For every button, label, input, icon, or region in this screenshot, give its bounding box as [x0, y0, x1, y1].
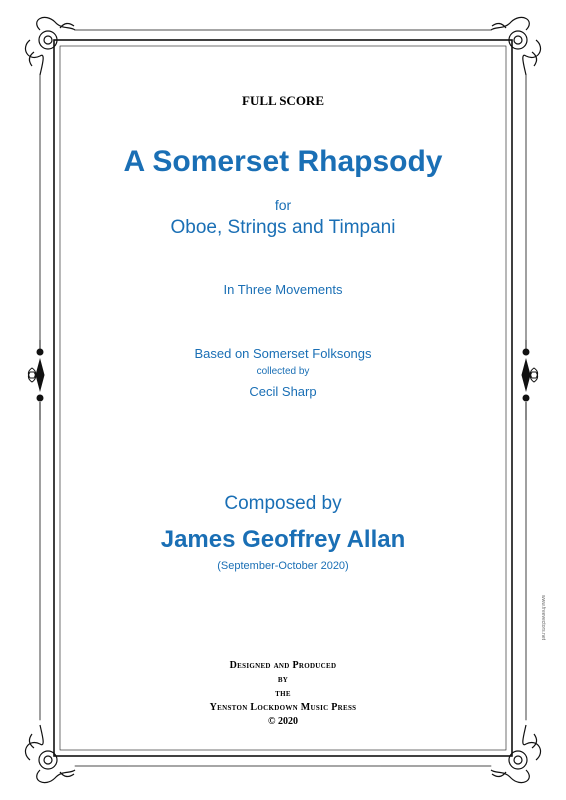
composer-name: James Geoffrey Allan [160, 526, 406, 553]
basis-line-2: collected by [256, 366, 310, 377]
publisher-line-4: Yenston Lockdown Music Press [209, 702, 357, 713]
basis-line-3: Cecil Sharp [249, 384, 317, 399]
publisher-line-5: © 2020 [268, 716, 298, 727]
corner-ornament-bottom-right [491, 725, 541, 783]
instrumentation: Oboe, Strings and Timpani [170, 217, 396, 238]
publisher-line-2: by [277, 674, 289, 685]
corner-ornament-bottom-left [25, 725, 75, 783]
movements-text: In Three Movements [223, 282, 343, 297]
publisher-line-3: the [275, 688, 291, 699]
for-text: for [274, 197, 292, 213]
composed-by-label: Composed by [224, 493, 342, 514]
side-watermark: www.freevectors.net [540, 594, 546, 640]
score-title: A Somerset Rhapsody [123, 145, 443, 178]
full-score-label: FULL SCORE [242, 93, 324, 108]
basis-line-1: Based on Somerset Folksongs [194, 346, 372, 361]
composition-dates: (September-October 2020) [217, 560, 349, 572]
publisher-line-1: Designed and Produced [229, 660, 337, 671]
